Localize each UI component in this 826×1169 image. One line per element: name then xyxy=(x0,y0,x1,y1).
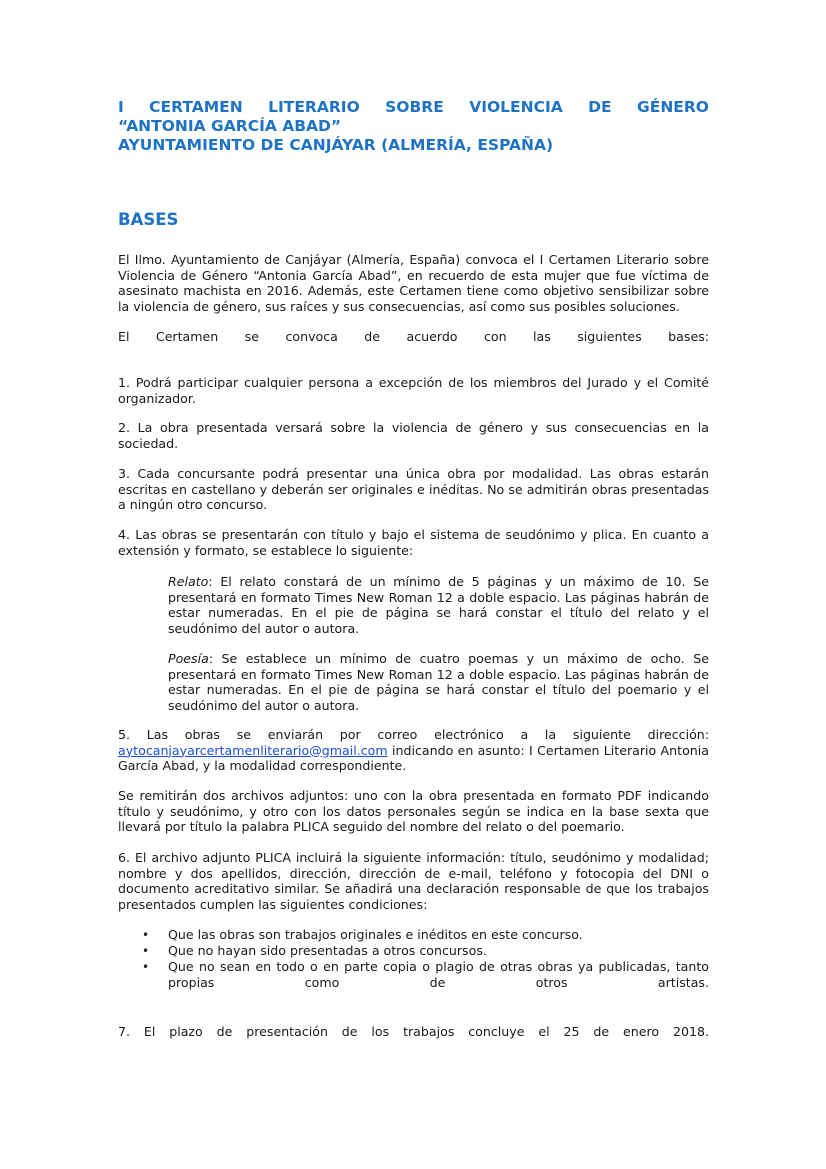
base-7: 7. El plazo de presentación de los trabajos concluye el 25 de enero 2018. xyxy=(118,1024,709,1039)
conditions-list xyxy=(118,927,709,991)
title-line-1: I CERTAMEN LITERARIO SOBRE VIOLENCIA DE GÉNERO xyxy=(118,98,709,116)
relato-paragraph xyxy=(168,574,709,636)
poesia-paragraph xyxy=(168,651,709,713)
base-5-before: 5. Las obras se enviarán por correo electrónico a la siguiente dirección: xyxy=(118,727,709,742)
poesia-label: Poesía xyxy=(168,651,209,666)
base-4: 4. Las obras se presentarán con título y bajo el sistema de seudónimo y plica. En cuanto a extensión y formato, se establece lo siguiente: xyxy=(118,527,709,558)
intro-paragraph: El Ilmo. Ayuntamiento de Canjáyar (Almería, España) convoca el I Certamen Literario sobre Violencia de Género “Antonia García Abad”, en recuerdo de esta mujer que fue víctima de asesinato machista en 2016. Además, este Certamen tiene como objetivo sensibilizar sobre la violencia de género, sus raíces y sus consecuencias, así como sus posibles soluciones. xyxy=(118,252,709,314)
title-line-2: “ANTONIA GARCÍA ABAD” xyxy=(118,117,342,135)
base-5 xyxy=(118,727,709,774)
list-item: • Que no sean en todo o en parte copia o plagio de otras obras ya publicadas, tanto propias como de otros artistas. xyxy=(118,959,709,991)
document-title xyxy=(118,98,709,155)
title-line-3: AYUNTAMIENTO DE CANJÁYAR (ALMERÍA, ESPAÑA) xyxy=(118,136,554,154)
list-item: • Que las obras son trabajos originales e inéditos en este concurso. xyxy=(118,927,709,943)
document-page xyxy=(118,98,709,1039)
base-3: 3. Cada concursante podrá presentar una única obra por modalidad. Las obras estarán escritas en castellano y deberán ser originales e inéditas. No se admitirán obras presentadas a ningún otro concurso. xyxy=(118,466,709,512)
adjuntos-paragraph: Se remitirán dos archivos adjuntos: uno con la obra presentada en formato PDF indicando título y seudónimo, y otro con los datos personales según se indica en la base sexta que llevará por título la palabra PLICA seguido del nombre del relato o del poemario. xyxy=(118,788,709,834)
section-heading-bases: BASES xyxy=(118,210,179,229)
list-item: • Que no hayan sido presentadas a otros concursos. xyxy=(118,943,709,959)
email-link[interactable]: aytocanjayarcertamenliterario@gmail.com xyxy=(118,742,388,758)
base-5-after: indicando en asunto: I Certamen Literario Antonia García Abad, y la modalidad correspondiente. xyxy=(118,742,709,773)
base-6: 6. El archivo adjunto PLICA incluirá la siguiente información: título, seudónimo y modalidad; nombre y dos apellidos, dirección, dirección de e-mail, teléfono y fotocopia del DNI o documento acreditativo similar. Se añadirá una declaración responsable de que los trabajos presentados cumplen las siguientes condiciones: xyxy=(118,850,709,912)
relato-text: : El relato constará de un mínimo de 5 páginas y un máximo de 10. Se presentará en formato Times New Roman 12 a doble espacio. Las páginas habrán de estar numeradas. En el pie de página se hará constar el título del relato y el seudónimo del autor o autora. xyxy=(168,574,709,636)
base-1: 1. Podrá participar cualquier persona a excepción de los miembros del Jurado y el Comité organizador. xyxy=(118,375,709,406)
poesia-text: : Se establece un mínimo de cuatro poemas y un máximo de ocho. Se presentará en formato Times New Roman 12 a doble espacio. Las páginas habrán de estar numeradas. En el pie de página se hará constar el título del poemario y el seudónimo del autor o autora. xyxy=(168,651,709,713)
relato-label: Relato xyxy=(168,574,209,589)
convoca-paragraph: El Certamen se convoca de acuerdo con las siguientes bases: xyxy=(118,329,709,344)
base-2: 2. La obra presentada versará sobre la violencia de género y sus consecuencias en la sociedad. xyxy=(118,420,709,451)
